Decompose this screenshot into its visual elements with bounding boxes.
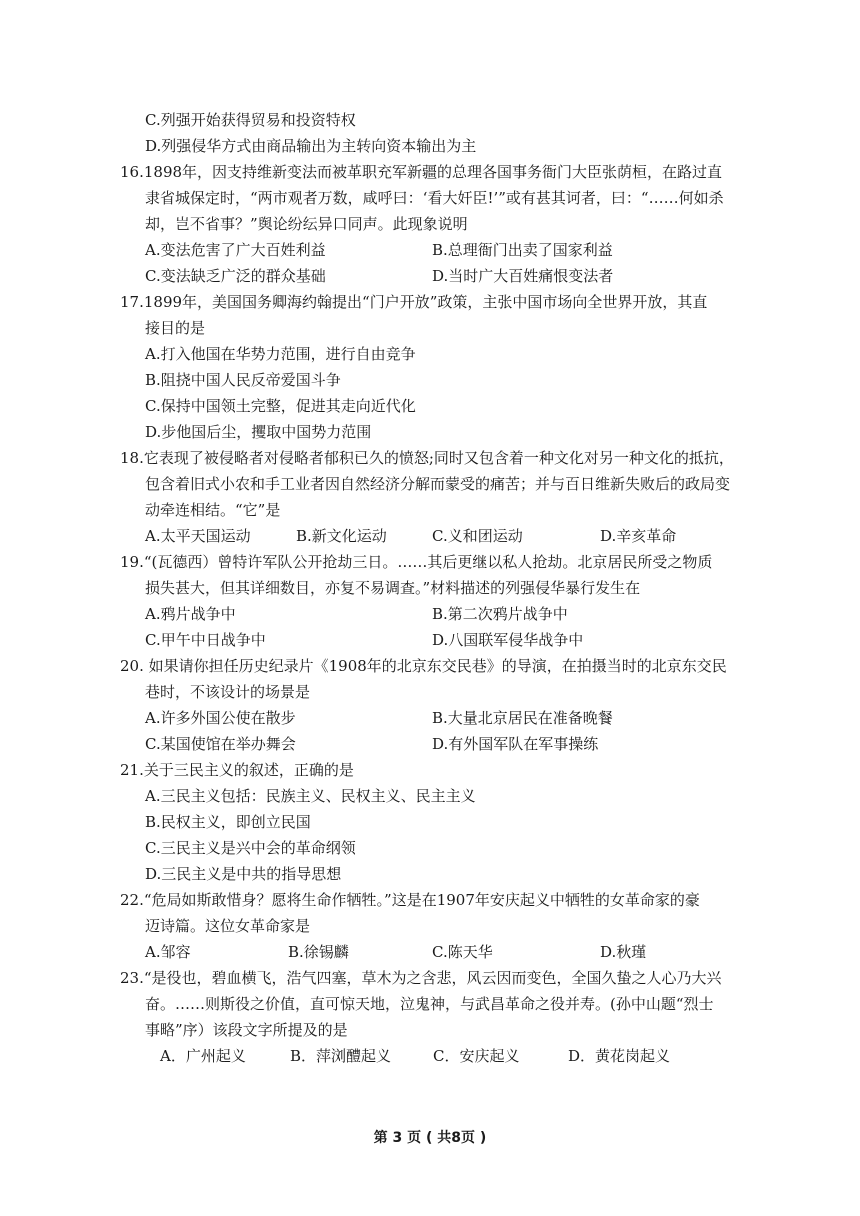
q22-stem-line1: 22.“危局如斯敢惜身？愿将生命作牺牲。”这是在1907年安庆起义中牺牲的女革命家的豪 [120, 891, 700, 909]
q19-option-b[interactable]: B.第二次鸦片战争中 [432, 605, 568, 623]
q21-option-a[interactable]: A.三民主义包括：民族主义、民权主义、民主主义 [145, 787, 476, 805]
q16-option-a[interactable]: A.变法危害了广大百姓利益 [145, 241, 326, 259]
q17-option-b[interactable]: B.阻挠中国人民反帝爱国斗争 [145, 371, 341, 389]
q17-stem-line2: 接目的是 [145, 319, 206, 337]
q17-stem-line1: 17.1899年，美国国务卿海约翰提出“门户开放”政策，主张中国市场向全世界开放，其直 [120, 293, 708, 311]
q22-option-c[interactable]: C.陈天华 [432, 943, 493, 961]
q23-option-b[interactable]: B．萍浏醴起义 [290, 1047, 392, 1065]
q17-option-d[interactable]: D.步他国后尘，攫取中国势力范围 [145, 423, 372, 441]
q21-option-d[interactable]: D.三民主义是中共的指导思想 [145, 865, 342, 883]
q20-option-b[interactable]: B.大量北京居民在准备晚餐 [432, 709, 613, 727]
q21-option-c[interactable]: C.三民主义是兴中会的革命纲领 [145, 839, 356, 857]
q20-option-a[interactable]: A.许多外国公使在散步 [145, 709, 296, 727]
q18-option-d[interactable]: D.辛亥革命 [600, 527, 677, 545]
q20-stem-line1: 20. 如果请你担任历史纪录片《1908年的北京东交民巷》的导演，在拍摄当时的北京东交民 [120, 657, 727, 675]
q23-option-c[interactable]: C．安庆起义 [433, 1047, 520, 1065]
q18-stem-line1: 18.它表现了被侵略者对侵略者郁积已久的愤怒;同时又包含着一种文化对另一种文化的抵抗， [120, 449, 734, 467]
q23-option-d[interactable]: D．黄花岗起义 [568, 1047, 671, 1065]
q22-option-a[interactable]: A.邹容 [145, 943, 191, 961]
q21-stem-line1: 21.关于三民主义的叙述，正确的是 [120, 761, 354, 779]
q17-option-a[interactable]: A.打入他国在华势力范围，进行自由竞争 [145, 345, 416, 363]
q18-option-b[interactable]: B.新文化运动 [296, 527, 387, 545]
q19-option-d[interactable]: D.八国联军侵华战争中 [432, 631, 584, 649]
q20-stem-line2: 巷时，不该设计的场景是 [145, 683, 311, 701]
q16-option-b[interactable]: B.总理衙门出卖了国家利益 [432, 241, 613, 259]
q20-option-d[interactable]: D.有外国军队在军事操练 [432, 735, 599, 753]
q18-stem-line2: 包含着旧式小农和手工业者因自然经济分解而蒙受的痛苦；并与百日维新失败后的政局变 [145, 475, 731, 493]
q18-option-c[interactable]: C.义和团运动 [432, 527, 523, 545]
q18-stem-line3: 动牵连相结。“它”是 [145, 501, 281, 519]
q16-stem-line1: 16.1898年，因支持维新变法而被革职充军新疆的总理各国事务衙门大臣张荫桓，在路过直 [120, 163, 723, 181]
q21-option-b[interactable]: B.民权主义，即创立民国 [145, 813, 311, 831]
q22-option-b[interactable]: B.徐锡麟 [288, 943, 349, 961]
q20-option-c[interactable]: C.某国使馆在举办舞会 [145, 735, 296, 753]
q23-option-a[interactable]: A．广州起义 [160, 1047, 246, 1065]
q19-stem-line2: 损失甚大，但其详细数目，亦复不易调查。”材料描述的列强侵华暴行发生在 [145, 579, 641, 597]
q22-option-d[interactable]: D.秋瑾 [600, 943, 647, 961]
q16-option-d[interactable]: D.当时广大百姓痛恨变法者 [432, 267, 614, 285]
q19-stem-line1: 19.“(瓦德西）曾特许军队公开抢劫三日。……其后更继以私人抢劫。北京居民所受之物质 [120, 553, 713, 571]
q23-stem-line2: 奋。……则斯役之价值，直可惊天地，泣鬼神，与武昌革命之役并寿。(孙中山题“烈士 [145, 995, 714, 1013]
q18-option-a[interactable]: A.太平天国运动 [145, 527, 251, 545]
q23-stem-line3: 事略”序）该段文字所提及的是 [145, 1021, 348, 1039]
q19-option-c[interactable]: C.甲午中日战争中 [145, 631, 266, 649]
q16-option-c[interactable]: C.变法缺乏广泛的群众基础 [145, 267, 326, 285]
q16-stem-line3: 却，岂不省事？”舆论纷纭异口同声。此现象说明 [145, 215, 468, 233]
q19-option-a[interactable]: A.鸦片战争中 [145, 605, 236, 623]
q23-stem-line1: 23.“是役也，碧血横飞，浩气四塞，草木为之含悲，风云因而变色，全国久蛰之人心乃大兴 [120, 969, 722, 987]
q16-stem-line2: 隶省城保定时，“两市观者万数，咸呼曰：‘看大奸臣!’”或有甚其诃者，曰：“……何如杀 [145, 189, 724, 207]
q22-stem-line2: 迈诗篇。这位女革命家是 [145, 917, 311, 935]
q17-option-c[interactable]: C.保持中国领土完整，促进其走向近代化 [145, 397, 416, 415]
page-number-footer: 第 3 页 ( 共8页 ) [373, 1130, 487, 1146]
q15-option-d: D.列强侵华方式由商品输出为主转向资本输出为主 [145, 137, 477, 155]
q15-option-c: C.列强开始获得贸易和投资特权 [145, 111, 356, 129]
